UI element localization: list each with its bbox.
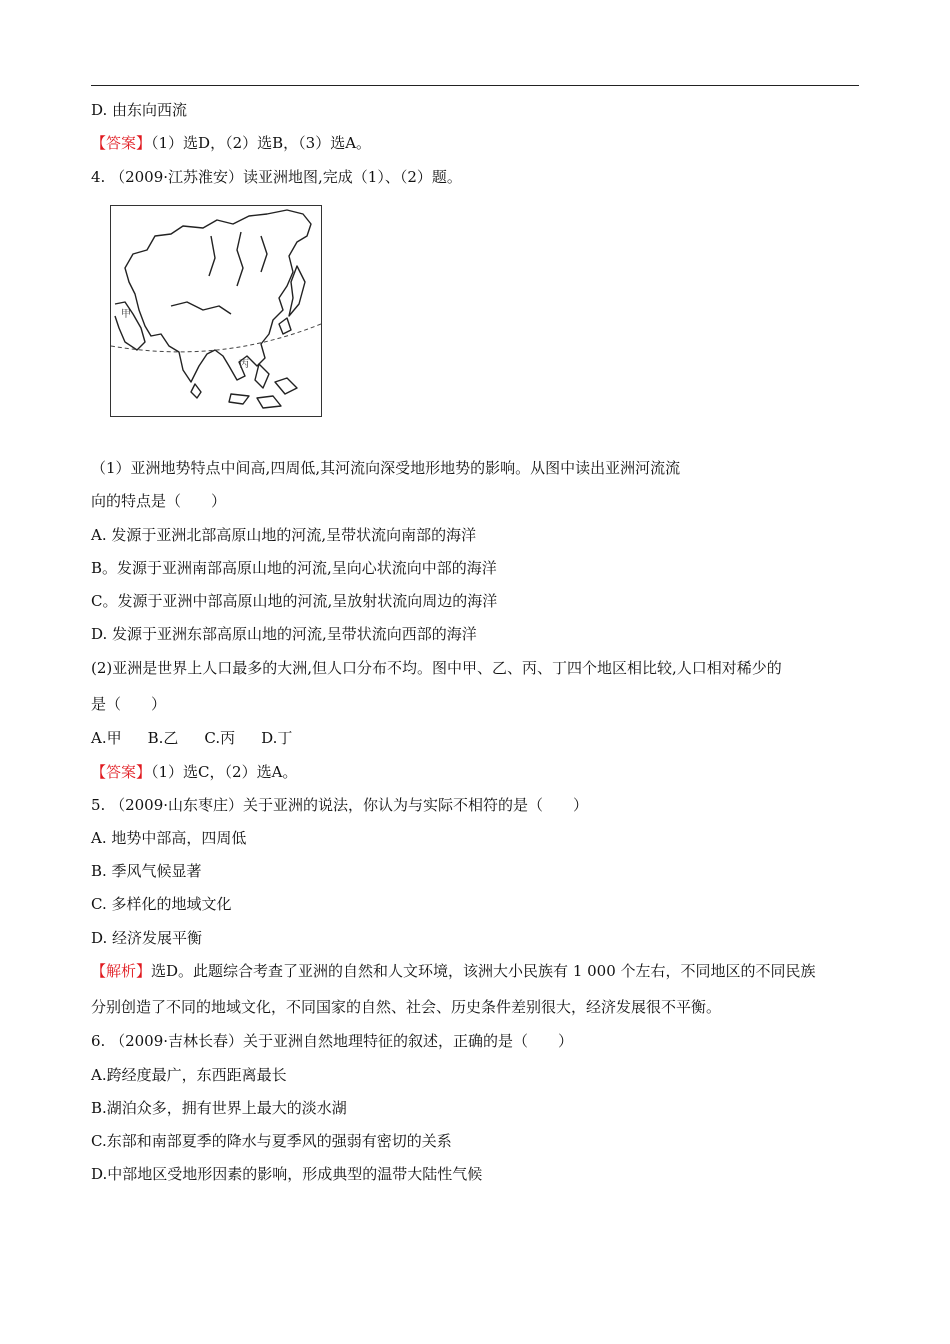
question-6-option-d: D.中部地区受地形因素的影响，形成典型的温带大陆性气候 bbox=[91, 1165, 483, 1183]
map-label-bing: 丙 bbox=[239, 359, 249, 370]
question-5-option-a: A. 地势中部高，四周低 bbox=[91, 829, 247, 847]
question-6-option-b: B.湖泊众多，拥有世界上最大的淡水湖 bbox=[91, 1099, 347, 1117]
analysis-line-1 bbox=[91, 961, 816, 981]
option-d-prev: D. 由东向西流 bbox=[91, 101, 188, 119]
question-4-1-option-d: D. 发源于亚洲东部高原山地的河流,呈带状流向西部的海洋 bbox=[91, 625, 477, 643]
answer-text: （1）选D，（2）选B，（3）选A。 bbox=[151, 134, 372, 152]
question-4-2-options bbox=[91, 728, 318, 748]
question-6-option-c: C.东部和南部夏季的降水与夏季风的强弱有密切的关系 bbox=[91, 1132, 452, 1150]
question-4-2-stem-b: 是（ ） bbox=[91, 695, 167, 713]
header-rule bbox=[91, 85, 859, 86]
analysis-line-2: 分别创造了不同的地域文化，不同国家的自然、社会、历史条件差别很大，经济发展很不平衡。 bbox=[91, 998, 722, 1016]
analysis-tag: 【解析】 bbox=[91, 962, 152, 980]
question-5-option-b: B. 季风气候显著 bbox=[91, 862, 202, 880]
question-5-option-c: C. 多样化的地域文化 bbox=[91, 895, 232, 913]
question-4-1-option-b: B。发源于亚洲南部高原山地的河流,呈向心状流向中部的海洋 bbox=[91, 559, 497, 577]
answer-tag: 【答案】 bbox=[91, 763, 152, 781]
asia-map-outline bbox=[111, 206, 321, 416]
map-label-jia: 甲 bbox=[121, 309, 131, 320]
question-4-1-option-c: C。发源于亚洲中部高原山地的河流,呈放射状流向周边的海洋 bbox=[91, 592, 498, 610]
asia-map bbox=[110, 205, 322, 417]
question-4: 4. （2009·江苏淮安）读亚洲地图,完成（1）、（2）题。 bbox=[91, 168, 462, 186]
question-4-1-stem-b: 向的特点是（ ） bbox=[91, 492, 227, 510]
question-4-1-option-a: A. 发源于亚洲北部高原山地的河流,呈带状流向南部的海洋 bbox=[91, 526, 477, 544]
question-6: 6. （2009·吉林长春）关于亚洲自然地理特征的叙述，正确的是（ ） bbox=[91, 1032, 574, 1050]
answer-tag: 【答案】 bbox=[91, 134, 152, 152]
option-a: A.甲 bbox=[91, 729, 122, 747]
question-5-option-d: D. 经济发展平衡 bbox=[91, 929, 203, 947]
answer-text: （1）选C，（2）选A。 bbox=[151, 763, 298, 781]
option-d: D.丁 bbox=[261, 729, 293, 747]
question-6-option-a: A.跨经度最广，东西距离最长 bbox=[91, 1066, 287, 1084]
answer-line-1 bbox=[91, 133, 371, 153]
question-4-1-stem-a: （1）亚洲地势特点中间高,四周低,其河流向深受地形地势的影响。从图中读出亚洲河流流 bbox=[91, 459, 681, 477]
analysis-text: 选D。此题综合考查了亚洲的自然和人文环境，该洲大小民族有 1 000 个左右，不同地区的不同民族 bbox=[151, 962, 816, 980]
answer-line-2 bbox=[91, 762, 297, 782]
question-5: 5. （2009·山东枣庄）关于亚洲的说法，你认为与实际不相符的是（ ） bbox=[91, 796, 589, 814]
question-4-2-stem-a: (2)亚洲是世界上人口最多的大洲,但人口分布不均。图中甲、乙、丙、丁四个地区相比较,人口相对稀少的 bbox=[91, 659, 782, 677]
option-b: B.乙 bbox=[147, 729, 179, 747]
option-c: C.丙 bbox=[204, 729, 236, 747]
